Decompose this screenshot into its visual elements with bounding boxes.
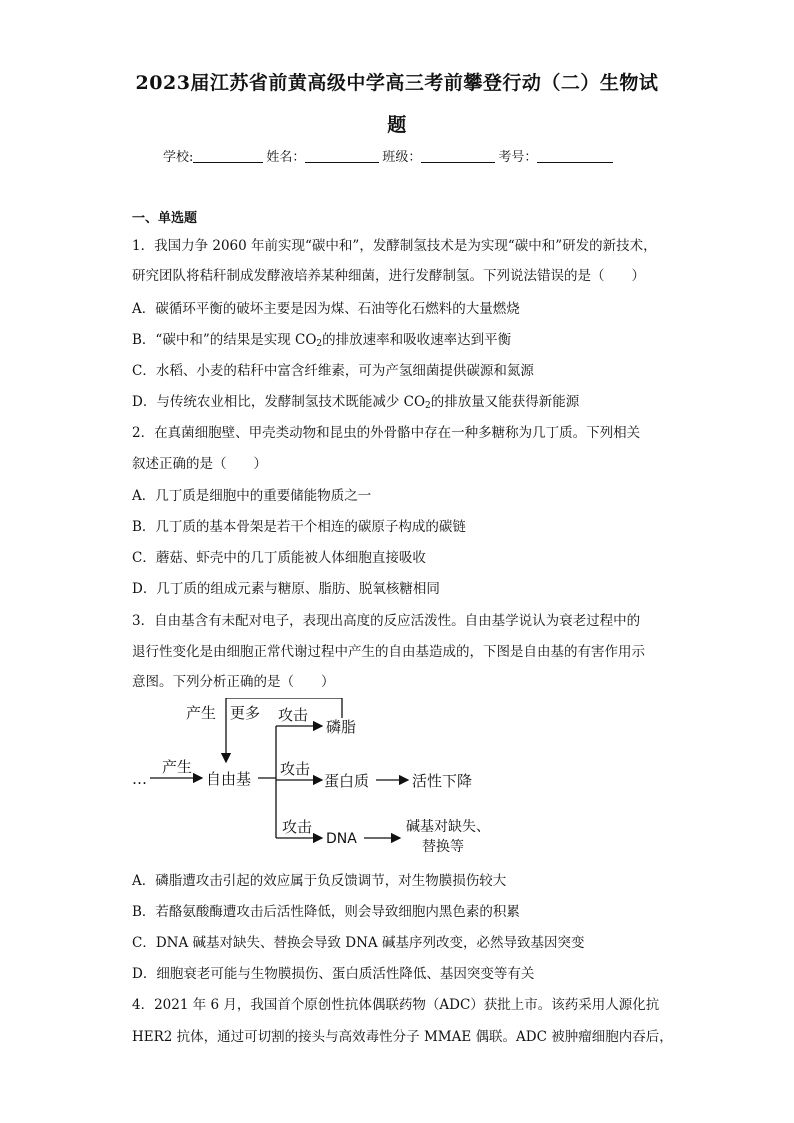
student-info-row — [163, 146, 616, 165]
diagram-attack-3: 攻击 — [282, 818, 313, 836]
q2-stem-line1: 2．在真菌细胞壁、甲壳类动物和昆虫的外骨骼中存在一种多糖称为几丁质。下列相关 — [132, 425, 641, 441]
q3-stem-line2: 退行性变化是由细胞正常代谢过程中产生的自由基造成的，下图是自由基的有害作用示 — [132, 644, 645, 660]
diagram-free-radical: 自由基 — [206, 770, 252, 788]
diagram-produce-top: 产生 — [186, 704, 217, 722]
q3-stem-line3: 意图。下列分析正确的是（ ） — [132, 674, 335, 690]
q1-option-a: A．碳循环平衡的破坏主要是因为煤、石油等化石燃料的大量燃烧 — [132, 301, 520, 317]
q4-stem-line1: 4．2021 年 6 月，我国首个原创性抗体偶联药物（ADC）获批上市。该药采用人源化抗 — [132, 997, 660, 1013]
diagram-attack-2: 攻击 — [280, 760, 311, 778]
q2-option-b: B．几丁质的基本骨架是若干个相连的碳原子构成的碳链 — [132, 519, 466, 535]
exam-number-blank[interactable] — [537, 149, 613, 163]
school-label: 学校: — [163, 150, 194, 165]
diagram-activity-down: 活性下降 — [412, 772, 473, 790]
diagram-attack-1: 攻击 — [278, 706, 309, 724]
diagram-more: 更多 — [230, 704, 261, 722]
diagram-result-line1: 碱基对缺失、 — [406, 819, 490, 835]
page-title-continued: 题 — [387, 114, 407, 136]
name-label: 姓名： — [266, 150, 306, 165]
class-label: 班级： — [382, 150, 422, 165]
q1-stem-line1: 1．我国力争 2060 年前实现“碳中和”，发酵制氢技术是为实现“碳中和”研发的新技术， — [132, 238, 657, 254]
diagram-ellipsis: … — [132, 770, 147, 788]
q1-option-d: D．与传统农业相比，发酵制氢技术既能减少 $CO_2$的排放量又能获得新能源 — [132, 394, 580, 411]
q3-option-d: D．细胞衰老可能与生物膜损伤、蛋白质活性降低、基因突变等有关 — [132, 966, 535, 982]
diagram-result-line2: 替换等 — [422, 839, 464, 855]
q3-option-a: A．磷脂遭攻击引起的效应属于负反馈调节，对生物膜损伤较大 — [132, 873, 507, 889]
q3-stem-line1: 3．自由基含有未配对电子，表现出高度的反应活泼性。自由基学说认为衰老过程中的 — [132, 613, 641, 629]
q3-option-b: B．若酪氨酸酶遭攻击后活性降低，则会导致细胞内黑色素的积累 — [132, 904, 520, 920]
exam-number-label: 考号： — [498, 150, 538, 165]
diagram-produce-left: 产生 — [162, 758, 193, 776]
section-title: 一、单选题 — [132, 211, 198, 226]
page-title: 2023届江苏省前黄高级中学高三考前攀登行动（二）生物试 — [135, 72, 659, 94]
class-blank[interactable] — [421, 149, 495, 163]
q2-stem-line2: 叙述正确的是（ ） — [132, 456, 267, 472]
q4-stem-line2: HER2 抗体，通过可切割的接头与高效毒性分子 MMAE 偶联。ADC 被肿瘤细胞内吞后， — [132, 1029, 673, 1045]
name-blank[interactable] — [305, 149, 379, 163]
q2-option-d: D．几丁质的组成元素与糖原、脂肪、脱氧核糖相同 — [132, 581, 440, 597]
free-radical-diagram — [128, 698, 528, 858]
q1-stem-line2: 研究团队将秸秆制成发酵液培养某种细菌，进行发酵制氢。下列说法错误的是（ ） — [132, 268, 645, 284]
q1-option-b: B．“碳中和”的结果是实现 $CO_2$的排放速率和吸收速率达到平衡 — [132, 332, 512, 349]
diagram-dna: DNA — [326, 831, 357, 847]
q2-option-c: C．蘑菇、虾壳中的几丁质能被人体细胞直接吸收 — [132, 550, 426, 566]
q2-option-a: A．几丁质是细胞中的重要储能物质之一 — [132, 488, 372, 504]
diagram-protein: 蛋白质 — [324, 772, 370, 790]
school-blank[interactable] — [193, 149, 263, 163]
diagram-phospholipid: 磷脂 — [326, 718, 357, 736]
q3-option-c: C．DNA 碱基对缺失、替换会导致 DNA 碱基序列改变，必然导致基因突变 — [132, 935, 585, 951]
q1-option-c: C．水稻、小麦的秸秆中富含纤维素，可为产氢细菌提供碳源和氮源 — [132, 363, 534, 379]
